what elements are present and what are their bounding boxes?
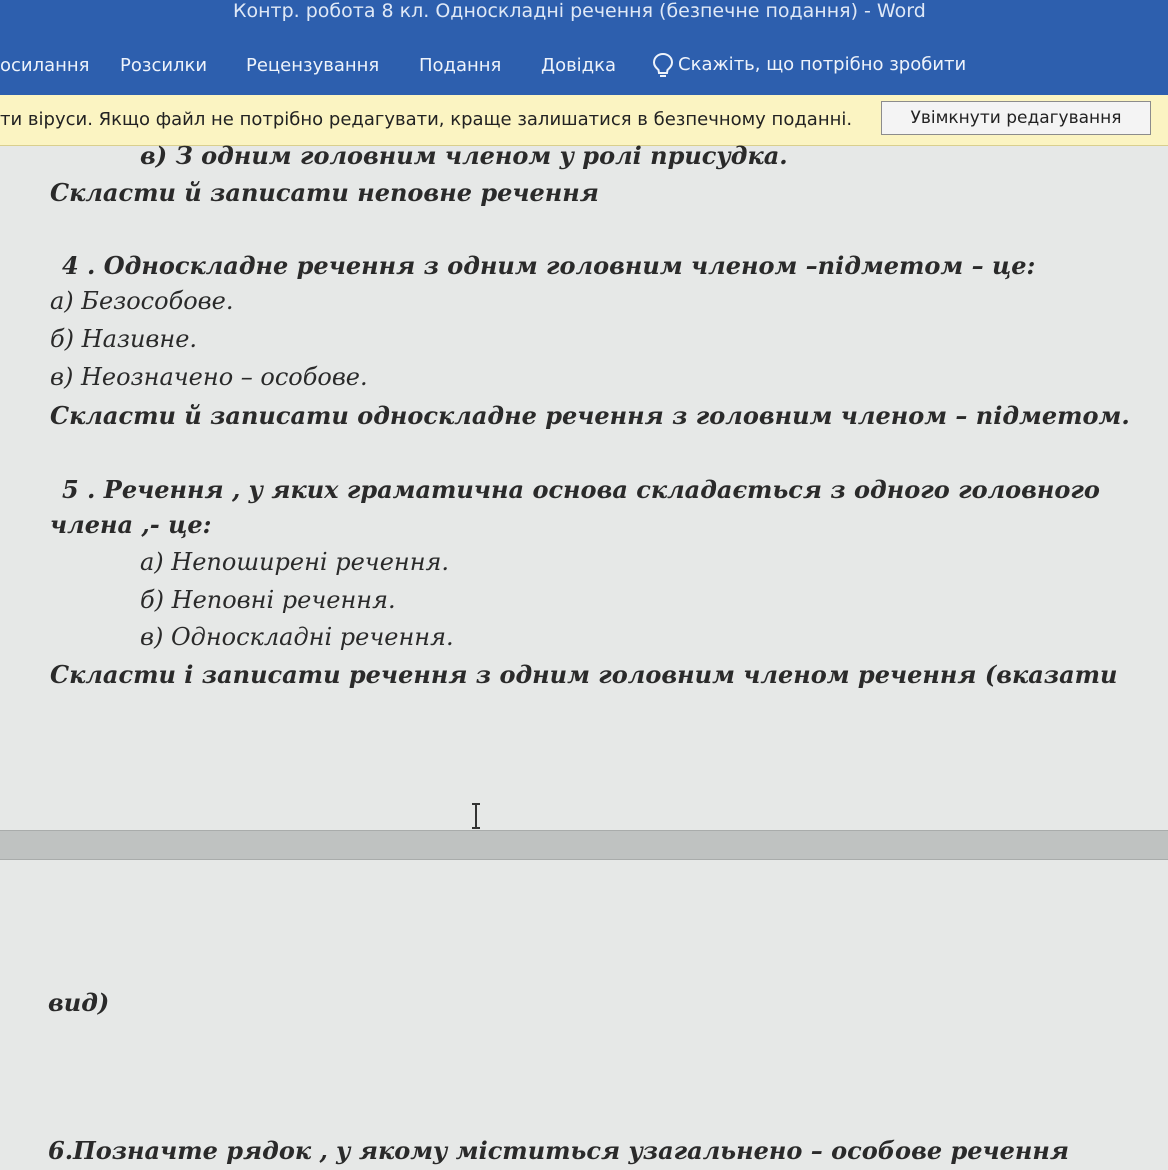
tab-view[interactable]: Подання	[419, 55, 502, 76]
tab-references[interactable]: осилання	[0, 55, 90, 76]
doc-line: а) Безособове.	[50, 287, 234, 315]
doc-line: вид)	[48, 988, 110, 1017]
doc-line: 4 . Односкладне речення з одним головним членом –підметом – це:	[62, 251, 1036, 280]
protected-view-message: ти віруси. Якщо файл не потрібно редагувати, краще залишатися в безпечному поданні.	[0, 109, 853, 130]
doc-line: Скласти і записати речення з одним головним членом речення (вказати	[50, 660, 1118, 689]
text-cursor-icon	[468, 802, 484, 830]
tab-help[interactable]: Довідка	[541, 55, 617, 76]
doc-line: в) З одним головним членом у ролі присудка.	[140, 141, 788, 170]
tell-me-label: Скажіть, що потрібно зробити	[678, 54, 967, 75]
doc-line: а) Непоширені речення.	[140, 548, 450, 576]
doc-line: Скласти й записати неповне речення	[50, 178, 599, 207]
page-break	[0, 830, 1168, 860]
document-area[interactable]	[0, 141, 1168, 1170]
doc-line: б) Називне.	[50, 325, 198, 353]
doc-line: б) Неповні речення.	[140, 586, 396, 614]
doc-line: в) Односкладні речення.	[140, 623, 454, 651]
tell-me-box[interactable]	[652, 52, 966, 78]
doc-line: Скласти й записати односкладне речення з головним членом – підметом.	[50, 401, 1130, 430]
tab-review[interactable]: Рецензування	[246, 55, 380, 76]
window-title: Контр. робота 8 кл. Односкладні речення (безпечне подання) - Word	[233, 0, 926, 22]
protected-view-bar	[0, 95, 1168, 146]
title-bar	[0, 0, 1168, 38]
ribbon-tabs	[0, 38, 1168, 95]
lightbulb-icon	[652, 52, 674, 78]
doc-line: члена ,- це:	[50, 510, 212, 539]
enable-editing-button[interactable]: Увімкнути редагування	[881, 101, 1151, 135]
doc-line: 5 . Речення , у яких граматична основа складається з одного головного	[62, 475, 1100, 504]
doc-line: в) Неозначено – особове.	[50, 363, 368, 391]
doc-line: 6.Позначте рядок , у якому міститься узагальнено – особове речення	[48, 1136, 1070, 1165]
tab-mailings[interactable]: Розсилки	[120, 55, 208, 76]
